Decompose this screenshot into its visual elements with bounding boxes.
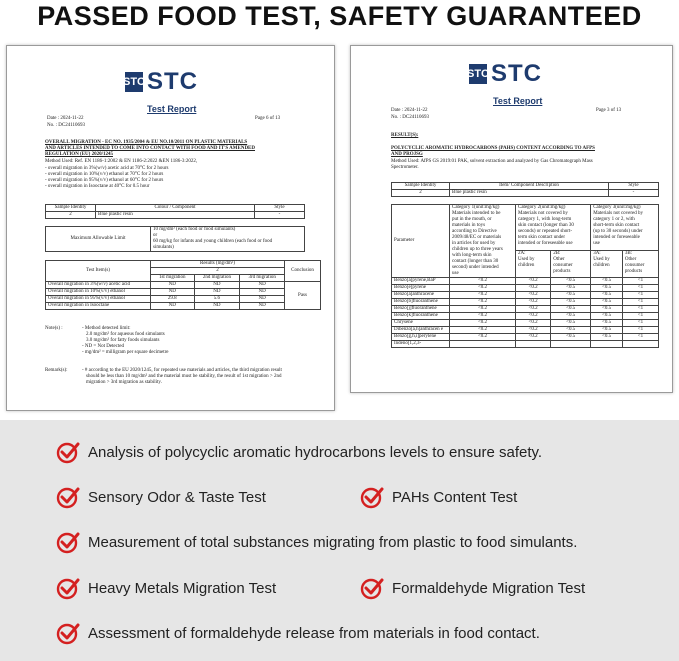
- category-desc: 2009/48/EC or materials: [452, 235, 502, 240]
- table-row: [392, 327, 659, 334]
- table-cell: ND: [240, 282, 285, 289]
- method-text: Spectrometer.: [391, 165, 419, 170]
- table-cell: <0.2: [450, 292, 516, 299]
- table-cell: <0.5: [551, 278, 591, 285]
- table-cell: <0.2: [516, 320, 551, 327]
- table-cell: 5.6: [194, 296, 240, 303]
- remark-text: - # according to the EU 2020/1245, for repeated use materials and articles, the third migration result: [82, 368, 282, 373]
- table-cell: <1: [622, 278, 658, 285]
- feature-item: [56, 440, 542, 464]
- category-desc: Materials not covered by: [593, 211, 644, 216]
- report-page: Page 3 of 13: [596, 108, 622, 113]
- feature-label: Analysis of polycyclic aromatic hydrocarbons levels to ensure safety.: [88, 443, 543, 461]
- check-circle-icon: [360, 576, 384, 600]
- category-header: Category 1(unit:mg/kg): [452, 205, 500, 210]
- table-cell: <0.2: [516, 313, 551, 320]
- section-title: REGULATION (EU) 2020/1245: [45, 152, 113, 157]
- table-cell: ND: [151, 303, 195, 310]
- category-desc: category 1 or 2, with: [593, 217, 635, 222]
- table-cell: <0.5: [591, 334, 623, 341]
- table-cell: <0.5: [591, 278, 623, 285]
- report-title: Test Report: [147, 104, 197, 114]
- table-cell: <1: [622, 306, 658, 313]
- limit-text: or: [153, 233, 158, 238]
- table-cell: ND: [194, 289, 240, 296]
- feature-item: [56, 621, 540, 645]
- table-header: Conclusion: [285, 261, 321, 282]
- table-row: [392, 313, 659, 320]
- feature-item: [56, 530, 577, 554]
- table-subheader: 2nd migration: [194, 275, 240, 282]
- table-row: [392, 299, 659, 306]
- feature-item: [56, 485, 266, 509]
- category-desc: contact (longer than 30: [452, 259, 499, 264]
- section-title: AND PROJSG: [391, 152, 423, 157]
- subcategory: 2A:: [518, 251, 526, 257]
- table-row: [392, 306, 659, 313]
- feature-label: PAHs Content Test: [392, 488, 518, 506]
- section-title: AND ARTICLES INTENDED TO COME INTO CONTACT WITH FOOD AND IT'S AMENDED: [45, 146, 256, 151]
- table-cell: [551, 341, 591, 348]
- parameter-name: Benzo[b]fluoranthene: [392, 299, 450, 306]
- condition-text: - overall migration in 10%(v/v) ethanol at 70°C for 2 hours: [45, 172, 164, 177]
- section-title: OVERALL MIGRATION - EC NO. 1935/2004 & EU NO.10/2011 ON PLASTIC MATERIALS: [45, 140, 248, 145]
- remark-text: should be less than 10 mg/dm² and the material must be stability, the result of 1st migration > 2nd: [86, 374, 282, 379]
- table-header: Results (mg/dm²): [151, 261, 285, 268]
- table-row: [392, 320, 659, 327]
- feature-label: Assessment of formaldehyde release from materials in food contact.: [88, 624, 540, 642]
- category-desc: put in the mouth, or: [452, 217, 492, 222]
- table-cell: <0.2: [450, 327, 516, 334]
- table-cell: <0.2: [516, 327, 551, 334]
- condition-text: - overall migration in Isooctane at 40°C for 0.5 hour: [45, 184, 150, 189]
- sample-identity-table: [391, 182, 659, 197]
- condition-text: - overall migration in 3%(w/v) acetic acid at 70°C for 2 hours: [45, 166, 169, 171]
- table-cell: -: [609, 190, 659, 197]
- table-cell: <0.5: [591, 327, 623, 334]
- table-header: Item/ Component Description: [450, 183, 609, 190]
- table-cell: [622, 341, 658, 348]
- table-header: Parameter: [392, 205, 450, 278]
- table-cell: <1: [622, 320, 658, 327]
- table-header: Colour / Component: [96, 205, 255, 212]
- table-subheader: 1st migration: [151, 275, 195, 282]
- subcategory: consumer: [624, 263, 645, 269]
- table-cell: <0.5: [591, 320, 623, 327]
- table-cell: <0.5: [591, 313, 623, 320]
- check-circle-icon: [56, 576, 80, 600]
- category-desc: skin contact (longer than 30: [518, 223, 574, 228]
- feature-label: Heavy Metals Migration Test: [88, 579, 277, 597]
- remark-label: Remark(s):: [45, 368, 68, 373]
- table-row: [46, 296, 321, 303]
- table-cell: <0.5: [551, 299, 591, 306]
- table-cell: <0.2: [450, 285, 516, 292]
- stc-logo: [125, 68, 198, 96]
- table-cell: [450, 341, 516, 348]
- limit-text: simulants): [153, 245, 174, 250]
- table-row: [46, 282, 321, 289]
- feature-label: Formaldehyde Migration Test: [392, 579, 586, 597]
- table-cell: <0.2: [516, 334, 551, 341]
- note-text: 3.0 mg/dm² for fatty foods simulants: [86, 338, 160, 343]
- table-cell: <1: [622, 334, 658, 341]
- report-date: Date : 2024-11-22: [47, 116, 84, 121]
- subcategory: Used by: [518, 257, 535, 263]
- condition-text: - overall migration in 95%(v/v) ethanol at 60°C for 2 hours: [45, 178, 164, 183]
- parameter-name: Dibenzo[a,h]anthracen e: [392, 327, 450, 334]
- category-desc: according to Directive: [452, 229, 497, 234]
- category-desc: seconds) or repeated short-: [518, 229, 573, 234]
- right-test-report: [350, 45, 673, 393]
- table-cell: [591, 341, 623, 348]
- table-cell: ND: [194, 282, 240, 289]
- table-cell: 2: [46, 212, 96, 219]
- category-desc: (up to 30 seconds) under: [593, 229, 643, 234]
- category-desc: term skin contact under: [518, 235, 566, 240]
- table-cell: <0.5: [591, 285, 623, 292]
- table-subheader: 2: [151, 268, 285, 275]
- parameter-name: Benzo[e]pyrene: [392, 285, 450, 292]
- table-cell: <0.5: [591, 306, 623, 313]
- parameter-name: Indeno[1,2,3-: [392, 341, 450, 348]
- check-circle-icon: [56, 530, 80, 554]
- remark-text: migration > 3rd migration as stability.: [86, 380, 162, 385]
- table-row: [392, 292, 659, 299]
- category-desc: intended or foreseeable use: [518, 241, 573, 246]
- table-cell: [516, 341, 551, 348]
- subcategory: 3B:: [624, 251, 633, 257]
- result-label: RESULT(S):: [391, 133, 419, 138]
- category-desc: Materials intended to be: [452, 211, 501, 216]
- feature-label: Measurement of total substances migrating from plastic to food simulants.: [88, 533, 578, 551]
- table-cell: ND: [240, 289, 285, 296]
- subcategory: Other: [553, 257, 565, 263]
- table-cell: <0.5: [551, 306, 591, 313]
- check-circle-icon: [56, 621, 80, 645]
- table-cell: Blue plastic resin: [450, 190, 609, 197]
- limit-text: 10 mg/dm² (each food or food simulants): [153, 227, 236, 232]
- limit-table: [45, 226, 305, 252]
- feature-item: [360, 576, 585, 600]
- table-cell: <0.5: [551, 285, 591, 292]
- feature-item: [56, 576, 276, 600]
- table-row: [46, 303, 321, 310]
- table-row: [392, 334, 659, 341]
- subcategory: products: [553, 269, 571, 275]
- table-cell: <0.2: [450, 278, 516, 285]
- table-header: Sample Identity: [392, 183, 450, 190]
- table-cell: <0.2: [516, 278, 551, 285]
- page-headline: PASSED FOOD TEST, SAFETY GUARANTEED: [37, 1, 642, 31]
- category-desc: use: [593, 241, 600, 246]
- stc-logo-text: STC: [147, 68, 198, 95]
- table-cell: <1: [622, 327, 658, 334]
- note-label: Note(s) :: [45, 326, 63, 331]
- subcategory: 3A:: [593, 251, 601, 257]
- note-text: - Method detected limit:: [82, 326, 131, 331]
- table-cell: <0.5: [591, 292, 623, 299]
- parameter-name: Benzo[g,h,i]perylene: [392, 334, 450, 341]
- parameter-name: Benzo[k]fluoranthene: [392, 313, 450, 320]
- table-cell: <0.2: [516, 285, 551, 292]
- category-desc: second) under intended: [452, 265, 499, 270]
- table-cell: 29.8: [151, 296, 195, 303]
- subcategory: children: [593, 263, 610, 269]
- section-title: POLYCYCLIC AROMATIC HYDROCARBONS (PAHS) CONTENT ACCORDING TO AFPS: [391, 146, 595, 151]
- subcategory: children: [518, 263, 535, 269]
- table-row: [392, 278, 659, 285]
- note-text: 2.0 mg/dm² for aqueous food simulants: [86, 332, 165, 337]
- table-cell: ND: [240, 303, 285, 310]
- table-cell: 2: [392, 190, 450, 197]
- table-row: [46, 289, 321, 296]
- report-page: Page 6 of 13: [255, 116, 281, 121]
- table-cell: <0.2: [450, 313, 516, 320]
- category-desc: with long-term skin: [452, 253, 492, 258]
- check-circle-icon: [360, 485, 384, 509]
- table-cell: <1: [622, 313, 658, 320]
- results-table: [45, 260, 321, 310]
- table-subheader: 3rd migration: [240, 275, 285, 282]
- table-header: Sample Identity: [46, 205, 96, 212]
- table-cell: ND: [240, 296, 285, 303]
- table-cell: Overall migration in 3%(w/v) acetic acid: [46, 282, 151, 289]
- conclusion-cell: Pass: [285, 282, 321, 310]
- table-cell: ND: [151, 282, 195, 289]
- category-desc: materials in toys: [452, 223, 486, 228]
- table-cell: ND: [194, 303, 240, 310]
- table-header: Style: [609, 183, 659, 190]
- table-cell: <0.2: [516, 292, 551, 299]
- parameter-name: Benzo[j]fluoranthene: [392, 306, 450, 313]
- category-desc: Materials not covered by: [518, 211, 568, 216]
- table-cell: <1: [622, 299, 658, 306]
- report-number: No. : DC24110693: [391, 115, 430, 120]
- table-cell: ND: [151, 289, 195, 296]
- table-cell: <0.5: [551, 313, 591, 320]
- category-desc: intended or foreseeable: [593, 235, 640, 240]
- table-cell: -: [255, 212, 305, 219]
- stc-logo: [469, 60, 542, 88]
- table-cell: <0.2: [516, 299, 551, 306]
- parameter-name: Chrysene: [392, 320, 450, 327]
- subcategory: Other: [624, 257, 637, 263]
- report-date: Date : 2024-11-22: [391, 108, 428, 113]
- table-cell: <0.2: [450, 299, 516, 306]
- feature-label: Sensory Odor & Taste Test: [88, 488, 266, 506]
- table-cell: <1: [622, 292, 658, 299]
- parameter-name: Benzo[a]pyrene,BaP: [392, 278, 450, 285]
- table-cell: Overall migration in 95%(v/v) ethanol: [46, 296, 151, 303]
- subcategory: 2B:: [553, 251, 561, 257]
- limit-text: 60 mg/kg for infants and young children (each food or food: [153, 239, 273, 244]
- table-cell: <0.2: [450, 320, 516, 327]
- table-cell: <0.2: [450, 334, 516, 341]
- subcategory: consumer: [553, 263, 573, 269]
- note-text: - ND = Not Detected: [82, 344, 124, 349]
- limit-label: Maximum Allowable Limit: [46, 227, 151, 252]
- left-test-report: [6, 45, 335, 411]
- pah-table: [391, 204, 659, 348]
- stc-logo-text: STC: [491, 60, 542, 87]
- table-cell: Overall migration in 10%(v/v) ethanol: [46, 289, 151, 296]
- stc-logo-mark: STC: [125, 72, 143, 92]
- table-cell: <0.5: [591, 299, 623, 306]
- table-cell: <0.2: [516, 306, 551, 313]
- feature-item: [360, 485, 517, 509]
- table-cell: <0.5: [551, 327, 591, 334]
- table-header: Test Item(s): [46, 261, 151, 282]
- table-cell: <0.5: [551, 292, 591, 299]
- category-desc: children up to three years: [452, 247, 503, 252]
- category-header: Category 3(unit:mg/kg): [593, 205, 641, 210]
- table-row: [392, 341, 659, 348]
- note-text: - mg/dm² = milligram per square decimetre: [82, 350, 169, 355]
- table-cell: <0.5: [551, 320, 591, 327]
- category-desc: use: [452, 271, 459, 276]
- stc-logo-mark: STC: [469, 64, 487, 84]
- table-cell: Blue plastic resin: [96, 212, 255, 219]
- table-cell: Overall migration in Isooctane: [46, 303, 151, 310]
- check-circle-icon: [56, 485, 80, 509]
- report-title: Test Report: [493, 96, 543, 106]
- sample-identity-table: [45, 204, 305, 219]
- category-header: Category 2(unit:mg/kg): [518, 205, 566, 210]
- method-text: Method Used: AfPS GS 2019:01 PAK, solvent extraction and analyzed by Gas Chromatograph Mass: [391, 159, 593, 164]
- table-cell: <1: [622, 285, 658, 292]
- parameter-name: Benzo[a]anthracene: [392, 292, 450, 299]
- category-desc: in articles for used by: [452, 241, 496, 246]
- table-cell: <0.5: [551, 334, 591, 341]
- method-text: Method Used: Ref. EN 1186-1:2002 & EN 1186-2:2022 &EN 1186-3:2022,: [45, 159, 198, 164]
- subcategory: Used by: [593, 257, 610, 263]
- subcategory: products: [624, 269, 643, 275]
- category-desc: category 1, with long-term: [518, 217, 572, 222]
- category-desc: short-term skin contact: [593, 223, 640, 228]
- report-number: No. : DC24110693: [47, 123, 86, 128]
- check-circle-icon: [56, 440, 80, 464]
- table-row: [392, 285, 659, 292]
- table-cell: <0.2: [450, 306, 516, 313]
- table-header: Style: [255, 205, 305, 212]
